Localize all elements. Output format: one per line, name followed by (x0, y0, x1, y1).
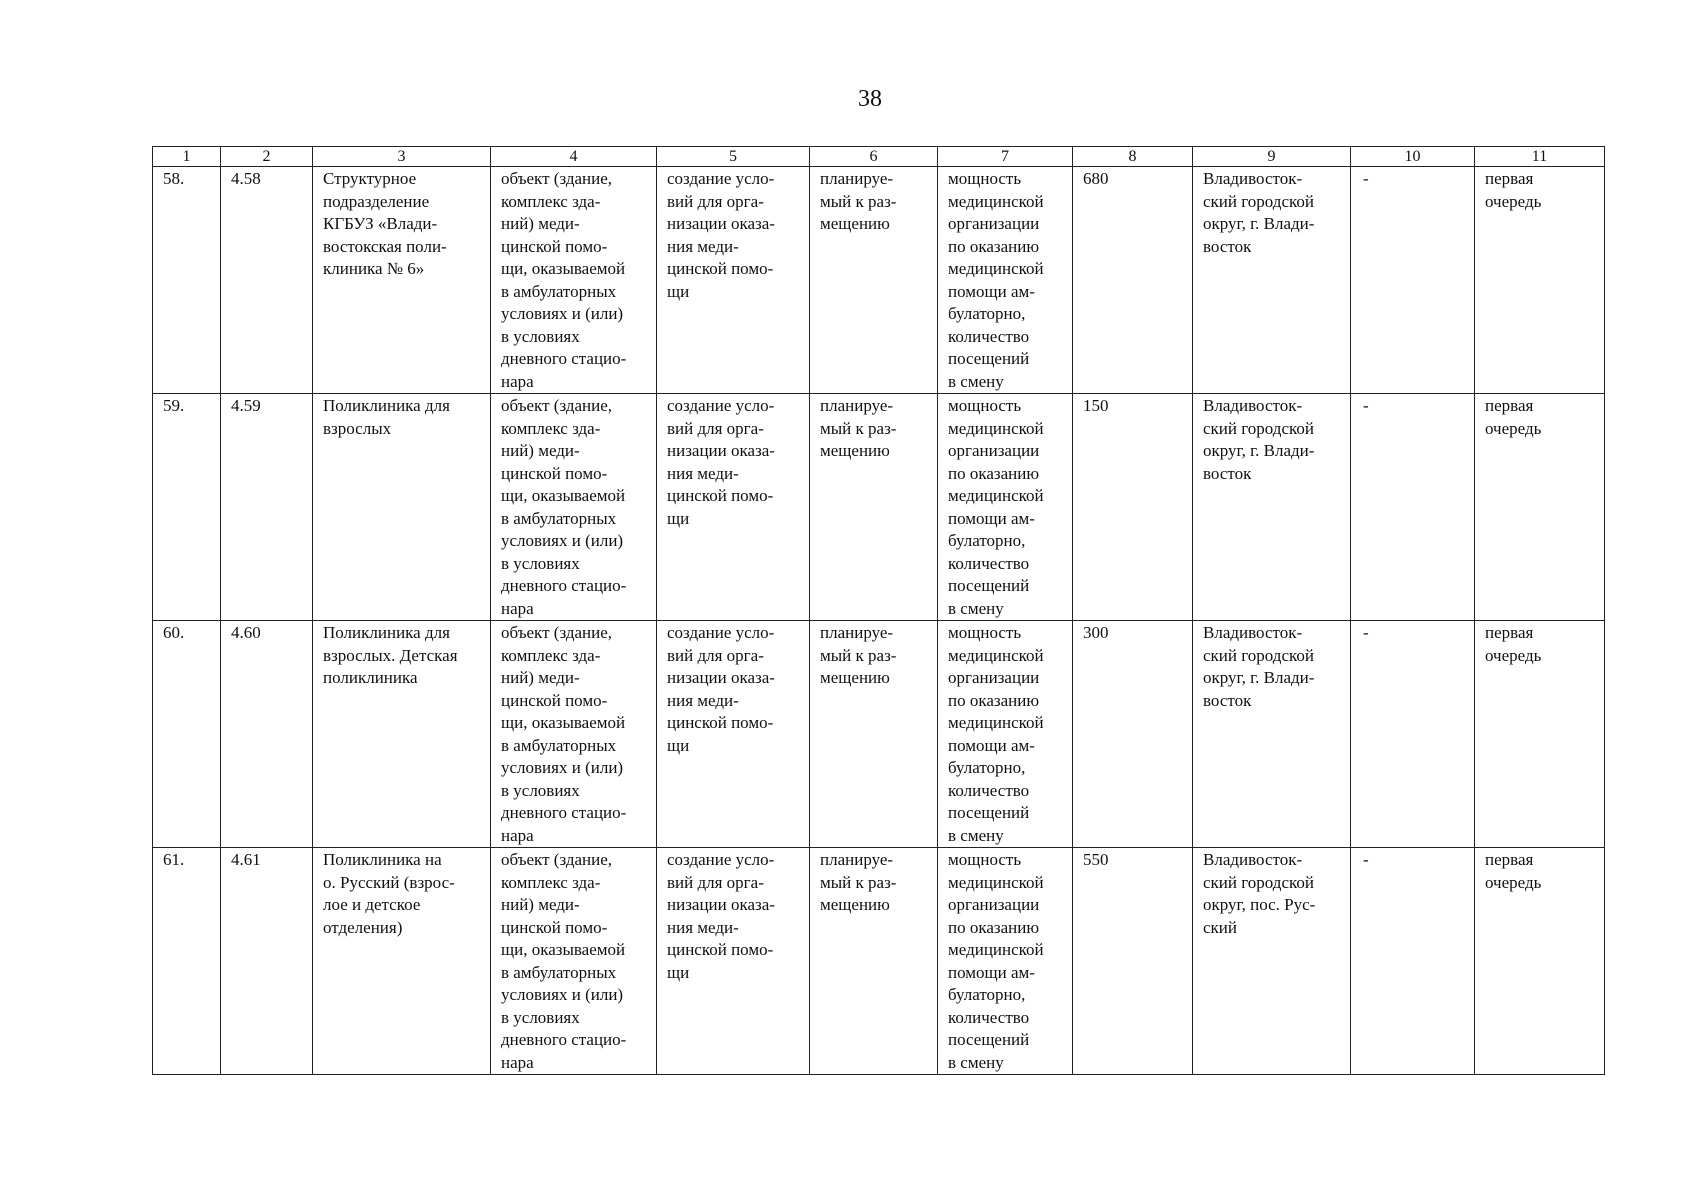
value-cell: 150 (1073, 394, 1193, 621)
purpose-cell: создание усло- вий для орга- низации оказа- ния меди- цинской помо- щи (657, 167, 810, 394)
value-cell: 680 (1073, 167, 1193, 394)
table-row (153, 167, 1605, 394)
planning-table (152, 146, 1605, 1075)
column-number: 10 (1351, 147, 1475, 167)
priority-cell: первая очередь (1475, 394, 1605, 621)
column-number: 5 (657, 147, 810, 167)
status-cell: планируе- мый к раз- мещению (810, 621, 938, 848)
row-number-cell: 61. (153, 848, 221, 1075)
item-code-cell: 4.59 (221, 394, 313, 621)
characteristic-cell: мощность медицинской организации по оказанию медицинской помощи ам- булаторно, количество посещений в смену (938, 621, 1073, 848)
purpose-cell: создание усло- вий для орга- низации оказа- ния меди- цинской помо- щи (657, 394, 810, 621)
object-name-cell: Поликлиника для взрослых (313, 394, 491, 621)
column-number: 1 (153, 147, 221, 167)
object-type-cell: объект (здание, комплекс зда- ний) меди- цинской помо- щи, оказываемой в амбулаторных условиях и (или) в условиях дневного стацио- нара (491, 621, 657, 848)
table-body (153, 167, 1605, 1075)
table-row (153, 394, 1605, 621)
location-cell: Владивосток- ский городской округ, г. Влади- восток (1193, 394, 1351, 621)
status-cell: планируе- мый к раз- мещению (810, 394, 938, 621)
priority-cell: первая очередь (1475, 848, 1605, 1075)
column-number: 2 (221, 147, 313, 167)
value-cell: 550 (1073, 848, 1193, 1075)
row-number-cell: 58. (153, 167, 221, 394)
location-cell: Владивосток- ский городской округ, г. Влади- восток (1193, 621, 1351, 848)
column-number: 7 (938, 147, 1073, 167)
column-number: 3 (313, 147, 491, 167)
priority-cell: первая очередь (1475, 167, 1605, 394)
table-row (153, 848, 1605, 1075)
status-cell: планируе- мый к раз- мещению (810, 848, 938, 1075)
object-type-cell: объект (здание, комплекс зда- ний) меди- цинской помо- щи, оказываемой в амбулаторных условиях и (или) в условиях дневного стацио- нара (491, 167, 657, 394)
characteristic-cell: мощность медицинской организации по оказанию медицинской помощи ам- булаторно, количество посещений в смену (938, 167, 1073, 394)
location-cell: Владивосток- ский городской округ, пос. Рус- ский (1193, 848, 1351, 1075)
purpose-cell: создание усло- вий для орга- низации оказа- ния меди- цинской помо- щи (657, 848, 810, 1075)
zone-cell: - (1351, 394, 1475, 621)
column-number: 8 (1073, 147, 1193, 167)
status-cell: планируе- мый к раз- мещению (810, 167, 938, 394)
table-row (153, 621, 1605, 848)
column-number-row (153, 147, 1605, 167)
object-name-cell: Поликлиника на о. Русский (взрос- лое и детское отделения) (313, 848, 491, 1075)
item-code-cell: 4.58 (221, 167, 313, 394)
value-cell: 300 (1073, 621, 1193, 848)
column-number: 6 (810, 147, 938, 167)
object-name-cell: Поликлиника для взрослых. Детская поликлиника (313, 621, 491, 848)
object-type-cell: объект (здание, комплекс зда- ний) меди- цинской помо- щи, оказываемой в амбулаторных условиях и (или) в условиях дневного стацио- нара (491, 848, 657, 1075)
characteristic-cell: мощность медицинской организации по оказанию медицинской помощи ам- булаторно, количество посещений в смену (938, 394, 1073, 621)
zone-cell: - (1351, 848, 1475, 1075)
column-number: 9 (1193, 147, 1351, 167)
row-number-cell: 60. (153, 621, 221, 848)
zone-cell: - (1351, 167, 1475, 394)
row-number-cell: 59. (153, 394, 221, 621)
column-number: 4 (491, 147, 657, 167)
priority-cell: первая очередь (1475, 621, 1605, 848)
column-number: 11 (1475, 147, 1605, 167)
characteristic-cell: мощность медицинской организации по оказанию медицинской помощи ам- булаторно, количество посещений в смену (938, 848, 1073, 1075)
item-code-cell: 4.61 (221, 848, 313, 1075)
object-name-cell: Структурное подразделение КГБУЗ «Влади- востокская поли- клиника № 6» (313, 167, 491, 394)
zone-cell: - (1351, 621, 1475, 848)
page-number: 38 (858, 86, 882, 112)
purpose-cell: создание усло- вий для орга- низации оказа- ния меди- цинской помо- щи (657, 621, 810, 848)
object-type-cell: объект (здание, комплекс зда- ний) меди- цинской помо- щи, оказываемой в амбулаторных условиях и (или) в условиях дневного стацио- нара (491, 394, 657, 621)
item-code-cell: 4.60 (221, 621, 313, 848)
location-cell: Владивосток- ский городской округ, г. Влади- восток (1193, 167, 1351, 394)
